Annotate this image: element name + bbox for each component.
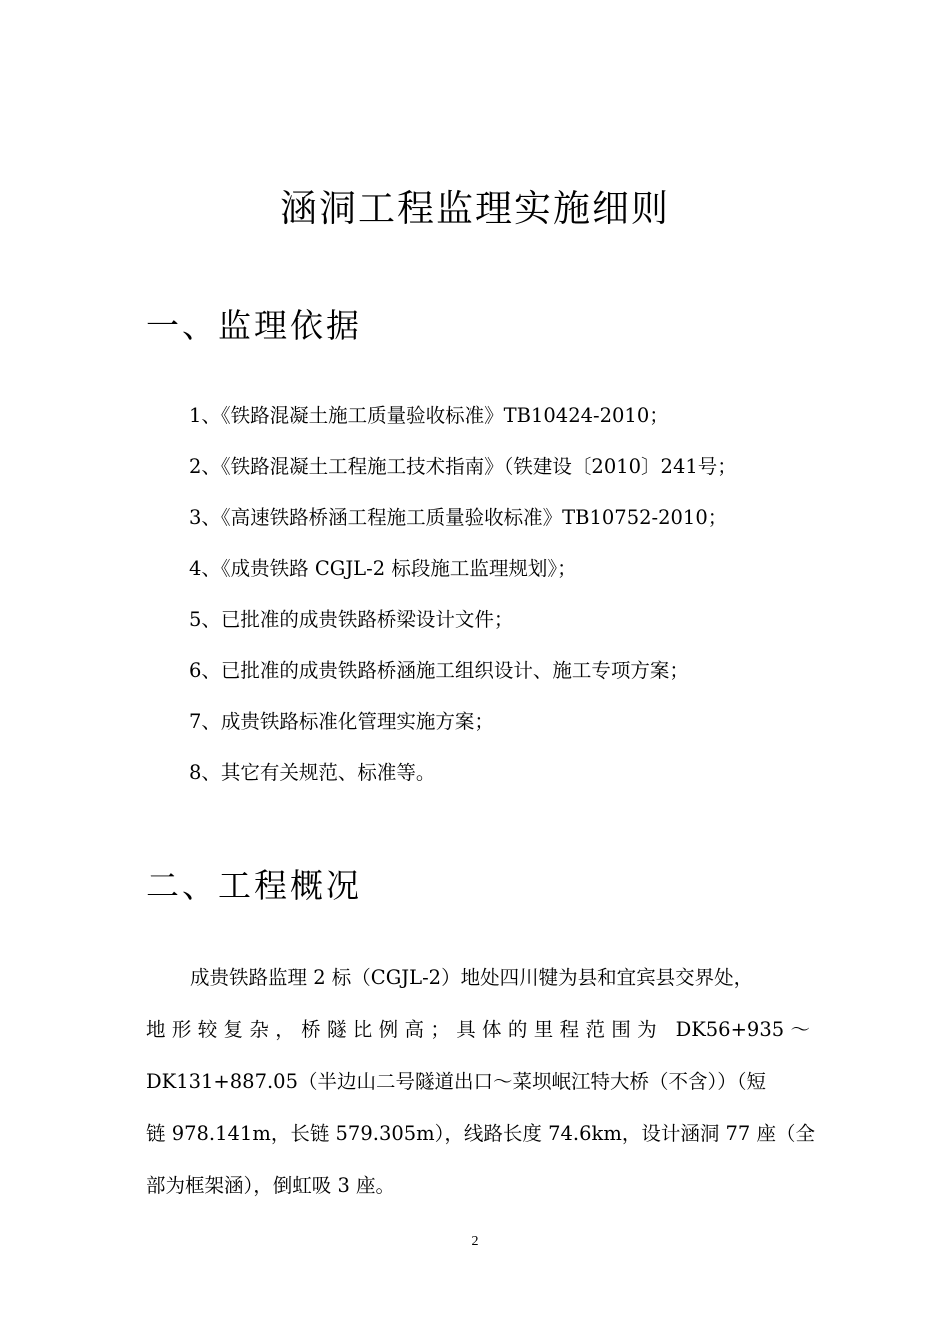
paragraph-line: DK131+887.05（半边山二号隧道出口～菜坝岷江特大桥（不含））（短 [146,1070,766,1093]
paragraph-line: 地形较复杂，桥隧比例高；具体的里程范围为 DK56+935～ [146,1018,810,1041]
paragraph-line: 链 978.141m，长链 579.305m），线路长度 74.6km，设计涵洞 77 座（全 [146,1122,816,1145]
section-heading-basis: 一、监理依据 [146,306,362,345]
list-item: 3、《高速铁路桥涵工程施工质量验收标准》TB10752-2010； [189,506,728,529]
paragraph-line: 成贵铁路监理 2 标（CGJL-2）地处四川犍为县和宜宾县交界处， [190,966,754,989]
section-heading-overview: 二、工程概况 [146,866,362,905]
document-title: 涵洞工程监理实施细则 [280,187,670,230]
list-item: 4、《成贵铁路 CGJL-2 标段施工监理规划》； [189,557,577,580]
list-item: 8、其它有关规范、标准等。 [189,761,436,784]
list-item: 7、成贵铁路标准化管理实施方案； [189,710,494,733]
list-item: 1、《铁路混凝土施工质量验收标准》TB10424-2010； [189,404,669,427]
page-number: 2 [471,1234,479,1249]
overview-paragraph [146,958,816,1218]
list-item: 5、已批准的成贵铁路桥梁设计文件； [189,608,514,631]
basis-list [189,396,737,804]
list-item: 6、已批准的成贵铁路桥涵施工组织设计、施工专项方案； [189,659,689,682]
paragraph-line: 部为框架涵），倒虹吸 3 座。 [146,1174,396,1197]
list-item: 2、《铁路混凝土工程施工技术指南》（铁建设〔2010〕241号； [189,455,737,478]
